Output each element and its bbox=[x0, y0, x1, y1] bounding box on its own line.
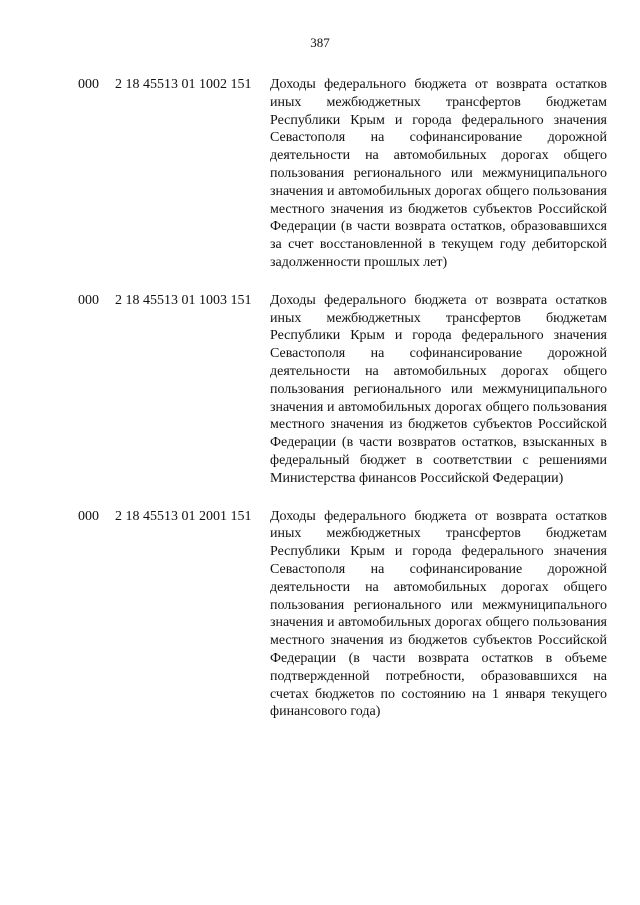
budget-classification-code: 2 18 45513 01 1002 151 bbox=[115, 77, 252, 92]
income-description: Доходы федерального бюджета от возврата остатков иных межбюджетных трансфертов бюджетам Республики Крым и города федерального значения Севастополя на софинансирование дорожной деятельности на автомобильных дорогах общего пользования регионального или межмуниципального значения и автомобильных дорогах общего пользования местного значения из бюджетов субъектов Российской Федерации (в части возвратов остатков, взысканных в федеральный бюджет в соответствии с решениями Министерства финансов Российской Федерации) bbox=[270, 292, 607, 486]
income-description: Доходы федерального бюджета от возврата остатков иных межбюджетных трансфертов бюджетам Республики Крым и города федерального значения Севастополя на софинансирование дорожной деятельности на автомобильных дорогах общего пользования регионального или межмуниципального значения и автомобильных дорогах общего пользования местного значения из бюджетов субъектов Российской Федерации (в части возврата остатков, образовавшихся за счет восстановленной в текущем году дебиторской задолженности прошлых лет) bbox=[270, 77, 607, 270]
budget-classification-code: 2 18 45513 01 1003 151 bbox=[115, 292, 252, 308]
admin-code: 000 bbox=[78, 77, 99, 92]
budget-classification-code: 2 18 45513 01 2001 151 bbox=[115, 508, 252, 524]
admin-code: 000 bbox=[78, 508, 99, 524]
budget-code-list bbox=[78, 76, 610, 741]
admin-code: 000 bbox=[78, 292, 99, 308]
budget-code-entry bbox=[78, 508, 610, 722]
income-description: Доходы федерального бюджета от возврата остатков иных межбюджетных трансфертов бюджетам Республики Крым и города федерального значения Севастополя на софинансирование дорожной деятельности на автомобильных дорогах общего пользования регионального или межмуниципального значения и автомобильных дорогах общего пользования местного значения из бюджетов субъектов Российской Федерации (в части возврата остатков в объеме подтвержденной потребности, образовавшихся на счетах бюджетов по состоянию на 1 января текущего финансового года) bbox=[270, 508, 607, 720]
budget-code-entry bbox=[78, 292, 610, 488]
page-number: 387 bbox=[310, 35, 330, 50]
budget-code-entry bbox=[78, 76, 610, 272]
